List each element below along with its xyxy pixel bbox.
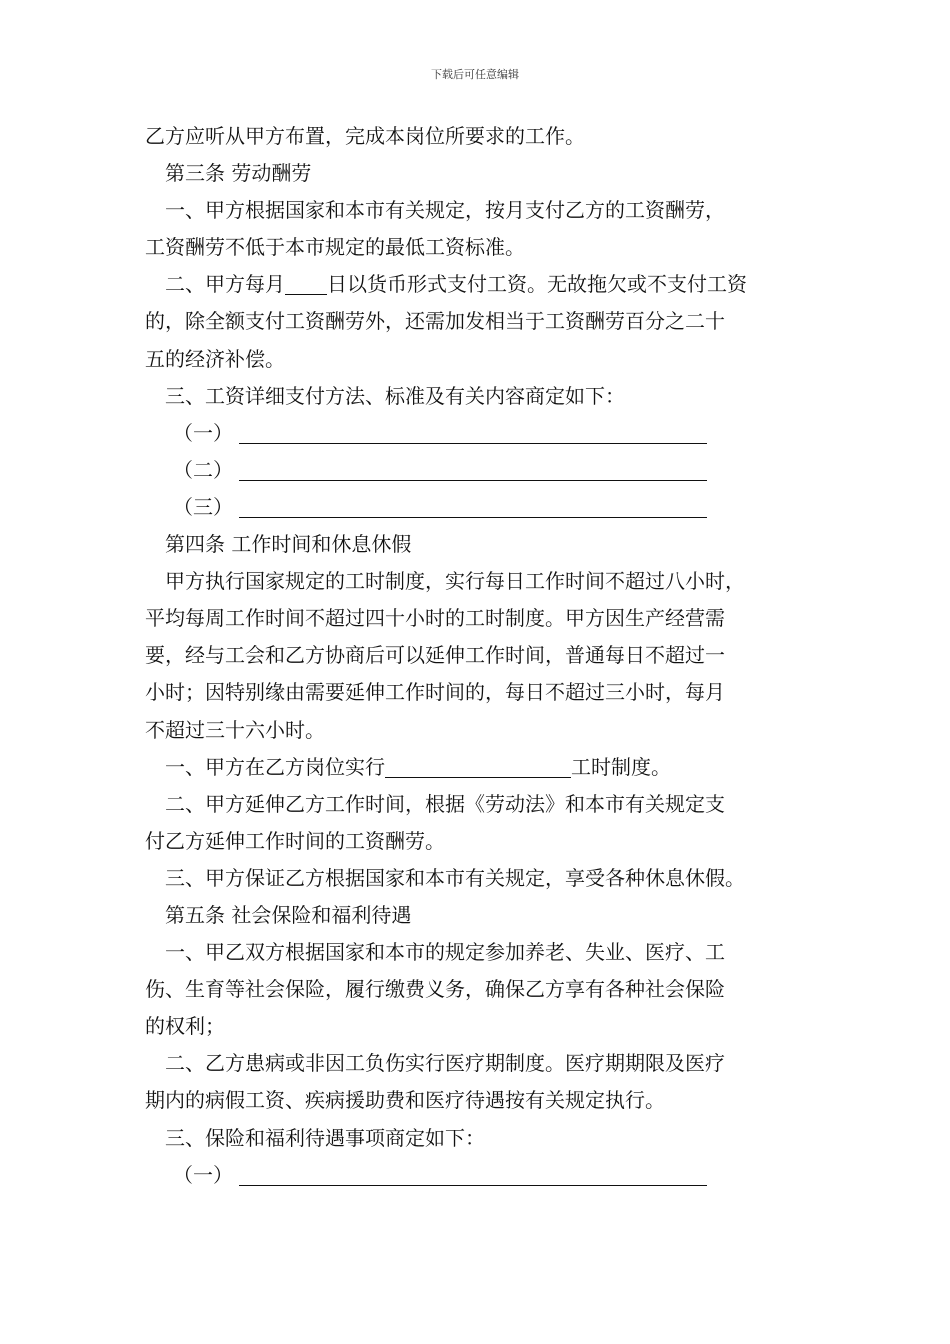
paragraph-line: 要，经与工会和乙方协商后可以延伸工作时间，普通每日不超过一 (145, 643, 725, 668)
fill-in-blank (239, 456, 707, 481)
paragraph-line: 的权利； (145, 1014, 225, 1039)
document-body (145, 118, 810, 1194)
article-heading: 第五条 社会保险和福利待遇 (165, 902, 412, 927)
fill-in-item (145, 415, 810, 452)
fill-in-blank (239, 419, 707, 444)
fill-in-item (145, 1157, 810, 1194)
paragraph-line: 期内的病假工资、疾病援助费和医疗待遇按有关规定执行。 (145, 1088, 665, 1113)
fill-in-blank (239, 493, 707, 518)
paragraph-line: 工资酬劳不低于本市规定的最低工资标准。 (145, 235, 525, 260)
paragraph-line: 的，除全额支付工资酬劳外，还需加发相当于工资酬劳百分之二十 (145, 309, 725, 334)
article-heading: 第三条 劳动酬劳 (165, 161, 312, 186)
item-label: （三） (173, 494, 233, 519)
pay-day-blank (285, 270, 327, 295)
paragraph-line: 三、保险和福利待遇事项商定如下： (165, 1125, 485, 1150)
line-text: 工时制度。 (571, 754, 671, 779)
line-text: 一、甲方在乙方岗位实行 (165, 754, 385, 779)
paragraph-line: 甲方执行国家规定的工时制度，实行每日工作时间不超过八小时， (165, 569, 745, 594)
article-heading: 第四条 工作时间和休息休假 (165, 532, 412, 557)
page-header: 下载后可任意编辑 (431, 68, 519, 81)
paragraph-line: 付乙方延伸工作时间的工资酬劳。 (145, 828, 445, 853)
paragraph-line: 二、甲方延伸乙方工作时间，根据《劳动法》和本市有关规定支 (165, 791, 725, 816)
paragraph-line: 伤、生育等社会保险，履行缴费义务，确保乙方享有各种社会保险 (145, 977, 725, 1002)
item-label: （二） (173, 457, 233, 482)
paragraph-line: 不超过三十六小时。 (145, 717, 325, 742)
paragraph-line: 平均每周工作时间不超过四十小时的工时制度。甲方因生产经营需 (145, 606, 725, 631)
paragraph-line (145, 266, 810, 303)
paragraph-line: 小时；因特别缘由需要延伸工作时间的，每日不超过三小时，每月 (145, 680, 725, 705)
paragraph-line: 三、工资详细支付方法、标准及有关内容商定如下： (165, 383, 625, 408)
paragraph-line: 三、甲方保证乙方根据国家和本市有关规定，享受各种休息休假。 (165, 865, 745, 890)
item-label: （一） (173, 1162, 233, 1187)
fill-in-blank (239, 1161, 707, 1186)
paragraph-line: 一、甲乙双方根据国家和本市的规定参加养老、失业、医疗、工 (165, 940, 725, 965)
item-label: （一） (173, 420, 233, 445)
paragraph-line: 二、乙方患病或非因工负伤实行医疗期制度。医疗期期限及医疗 (165, 1051, 725, 1076)
paragraph-line (145, 749, 810, 786)
paragraph-line: 乙方应听从甲方布置，完成本岗位所要求的工作。 (145, 124, 585, 148)
line-text: 日以货币形式支付工资。无故拖欠或不支付工资 (327, 272, 747, 297)
paragraph-line: 五的经济补偿。 (145, 346, 285, 371)
paragraph-line: 一、甲方根据国家和本市有关规定，按月支付乙方的工资酬劳， (165, 198, 725, 223)
fill-in-item (145, 489, 810, 526)
work-hours-blank (385, 753, 571, 778)
line-text: 二、甲方每月 (165, 272, 285, 297)
fill-in-item (145, 452, 810, 489)
